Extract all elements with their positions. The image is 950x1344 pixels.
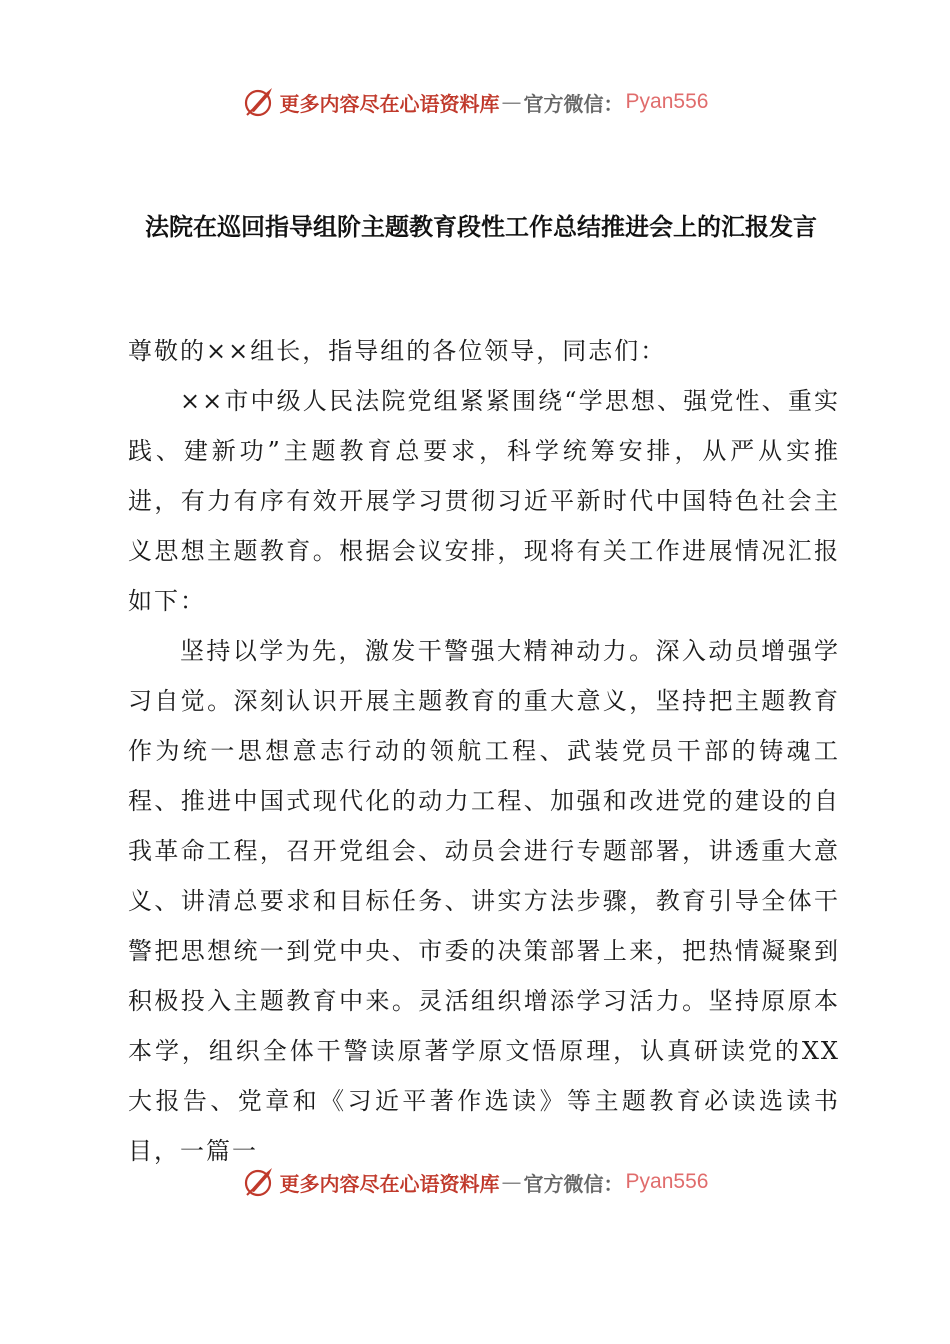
footer-watermark xyxy=(0,1162,950,1202)
paragraph: 坚持以学为先，激发干警强大精神动力。深入动员增强学习自觉。深刻认识开展主题教育的重大意义，坚持把主题教育作为统一思想意志行动的领航工程、武装党员干部的铸魂工程、推进中国式现代化的动力工程、加强和改进党的建设的自我革命工程，召开党组会、动员会进行专题部署，讲透重大意义、讲清总要求和目标任务、讲实方法步骤，教育引导全体干警把思想统一到党中央、市委的决策部署上来，把热情凝聚到积极投入主题教育中来。灵活组织增添学习活力。坚持原原本本学，组织全体干警读原著学原文悟原理，认真研读党的XX大报告、党章和《习近平著作选读》等主题教育必读选读书目，一篇一 xyxy=(128,637,840,1165)
watermark-separator: — xyxy=(501,1170,522,1194)
watermark-text: 更多内容尽在心语资料库 xyxy=(279,1171,500,1196)
wechat-label: 官方微信： xyxy=(523,1171,624,1196)
wechat-id: Pyan556 xyxy=(625,1170,709,1193)
paragraph: ××市中级人民法院党组紧紧围绕“学思想、强党性、重实践、建新功”主题教育总要求，科学统筹安排，从严从实推进，有力有序有效开展学习贯彻习近平新时代中国特色社会主义思想主题教育。根据会议安排，现将有关工作进展情况汇报如下： xyxy=(128,387,840,615)
quill-pen-logo-icon xyxy=(242,85,276,119)
quill-pen-logo-icon xyxy=(242,1165,276,1199)
greeting: 尊敬的××组长，指导组的各位领导，同志们： xyxy=(128,337,667,365)
wechat-id: Pyan556 xyxy=(625,90,709,113)
watermark-text: 更多内容尽在心语资料库 xyxy=(279,91,500,116)
watermark-separator: — xyxy=(501,90,522,114)
header-watermark xyxy=(0,82,950,122)
document-body xyxy=(128,326,840,1176)
document-title: 法院在巡回指导组阶主题教育段性工作总结推进会上的汇报发言 xyxy=(145,213,817,241)
wechat-label: 官方微信： xyxy=(523,91,624,116)
